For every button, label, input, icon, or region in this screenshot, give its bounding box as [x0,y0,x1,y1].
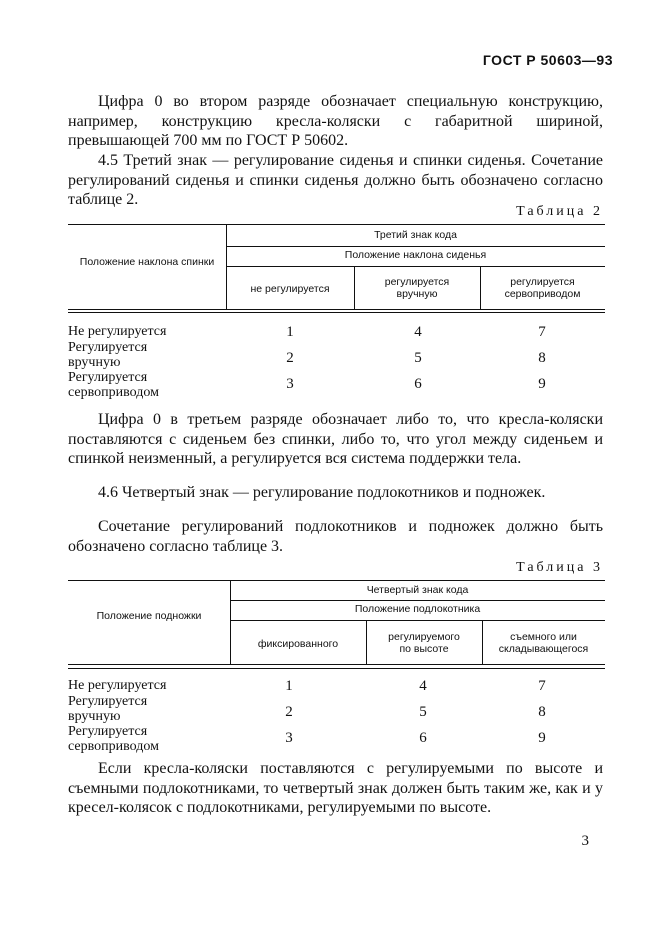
table3-cell: 4 [419,678,427,694]
table3-row-header: Положение подножки [96,610,202,622]
table-2 [68,224,605,400]
paragraph-section-4-5 [68,151,603,210]
paragraph-text: Если кресла-коляски поставляются с регулируемыми по высоте и съемными подлокотниками, то четвертый знак должен быть таким же, как и у кресел-колясок с подлокотниками, регулируемыми по высоте. [68,760,603,816]
table-3 [68,580,605,755]
table3-cell: 7 [538,678,546,694]
document-header: ГОСТ Р 50603—93 [482,52,613,68]
table-rule [230,620,605,621]
table3-caption: Таблица 3 [516,560,603,575]
table2-col-header: регулируется сервоприводом [504,276,581,300]
table2-cell: 9 [538,376,546,392]
table3-row-label: Регулируется вручную [68,694,148,724]
table3-col-header: фиксированного [257,638,339,650]
table2-cell: 2 [286,350,294,366]
table2-cell: 3 [286,376,294,392]
table-rule [68,580,605,581]
table3-cell: 8 [538,704,546,720]
paragraph-text: Цифра 0 в третьем разряде обозначает либо то, что кресла-коляски поставляются с сиденьем без спинки, либо то, что угол между сиденьем и спинкой неизменный, а регулируется вся система поддержки тела. [68,411,603,467]
table3-cell: 9 [538,730,546,746]
table2-caption: Таблица 2 [516,204,603,219]
table-rule [68,309,605,310]
table2-col-header: не регулируется [250,283,330,295]
table-rule [68,312,605,313]
paragraph-text: 4.5 Третий знак — регулирование сиденья и спинки сиденья. Сочетание регулирований сиденья и спинки сиденья должно быть обозначено согласно таблице 2. [68,152,603,208]
table2-cell: 6 [414,376,422,392]
paragraph-section-4-6 [68,483,603,503]
paragraph-text: Сочетание регулирований подлокотников и подножек должно быть обозначено согласно таблице 3. [68,518,603,555]
table3-group-header: Четвертый знак кода [366,584,469,596]
table2-cell: 4 [414,324,422,340]
table2-cell: 5 [414,350,422,366]
table3-cell: 5 [419,704,427,720]
paragraph-digit-zero-second [68,92,603,151]
table2-col-header: регулируется вручную [384,276,450,300]
paragraph-table3-ref [68,517,603,556]
table2-cell: 1 [286,324,294,340]
table2-sub-header: Положение наклона сиденья [344,249,487,261]
table3-col-header: регулируемого по высоте [388,631,460,655]
table2-row-label: Регулируется вручную [68,340,148,370]
paragraph-text: Цифра 0 во втором разряде обозначает специальную конструкцию, например, конструкцию кресла-коляски с габаритной шириной, превышающей 700 мм по ГОСТ Р 50602. [68,93,603,149]
table3-col-header: съемного или складывающегося [498,631,589,655]
table2-row-label: Не регулируется [68,324,167,339]
table2-cell: 7 [538,324,546,340]
table3-row-label: Регулируется сервоприводом [68,724,159,754]
table3-cell: 2 [285,704,293,720]
table-rule [68,668,605,669]
table3-cell: 1 [285,678,293,694]
table-rule [226,266,605,267]
table-rule [226,246,605,247]
table2-row-header: Положение наклона спинки [79,256,215,268]
table2-group-header: Третий знак кода [374,229,457,241]
table3-cell: 3 [285,730,293,746]
table2-row-label: Регулируется сервоприводом [68,370,159,400]
table3-sub-header: Положение подлокотника [354,603,481,615]
table-rule [68,224,605,225]
paragraph-armrests-note [68,759,603,818]
page-number: 3 [581,833,589,849]
paragraph-digit-zero-third [68,410,603,469]
table3-cell: 6 [419,730,427,746]
table-rule [68,664,605,665]
table2-cell: 8 [538,350,546,366]
table-rule [230,600,605,601]
paragraph-text: 4.6 Четвертый знак — регулирование подлокотников и подножек. [98,484,546,501]
table3-row-label: Не регулируется [68,678,167,693]
